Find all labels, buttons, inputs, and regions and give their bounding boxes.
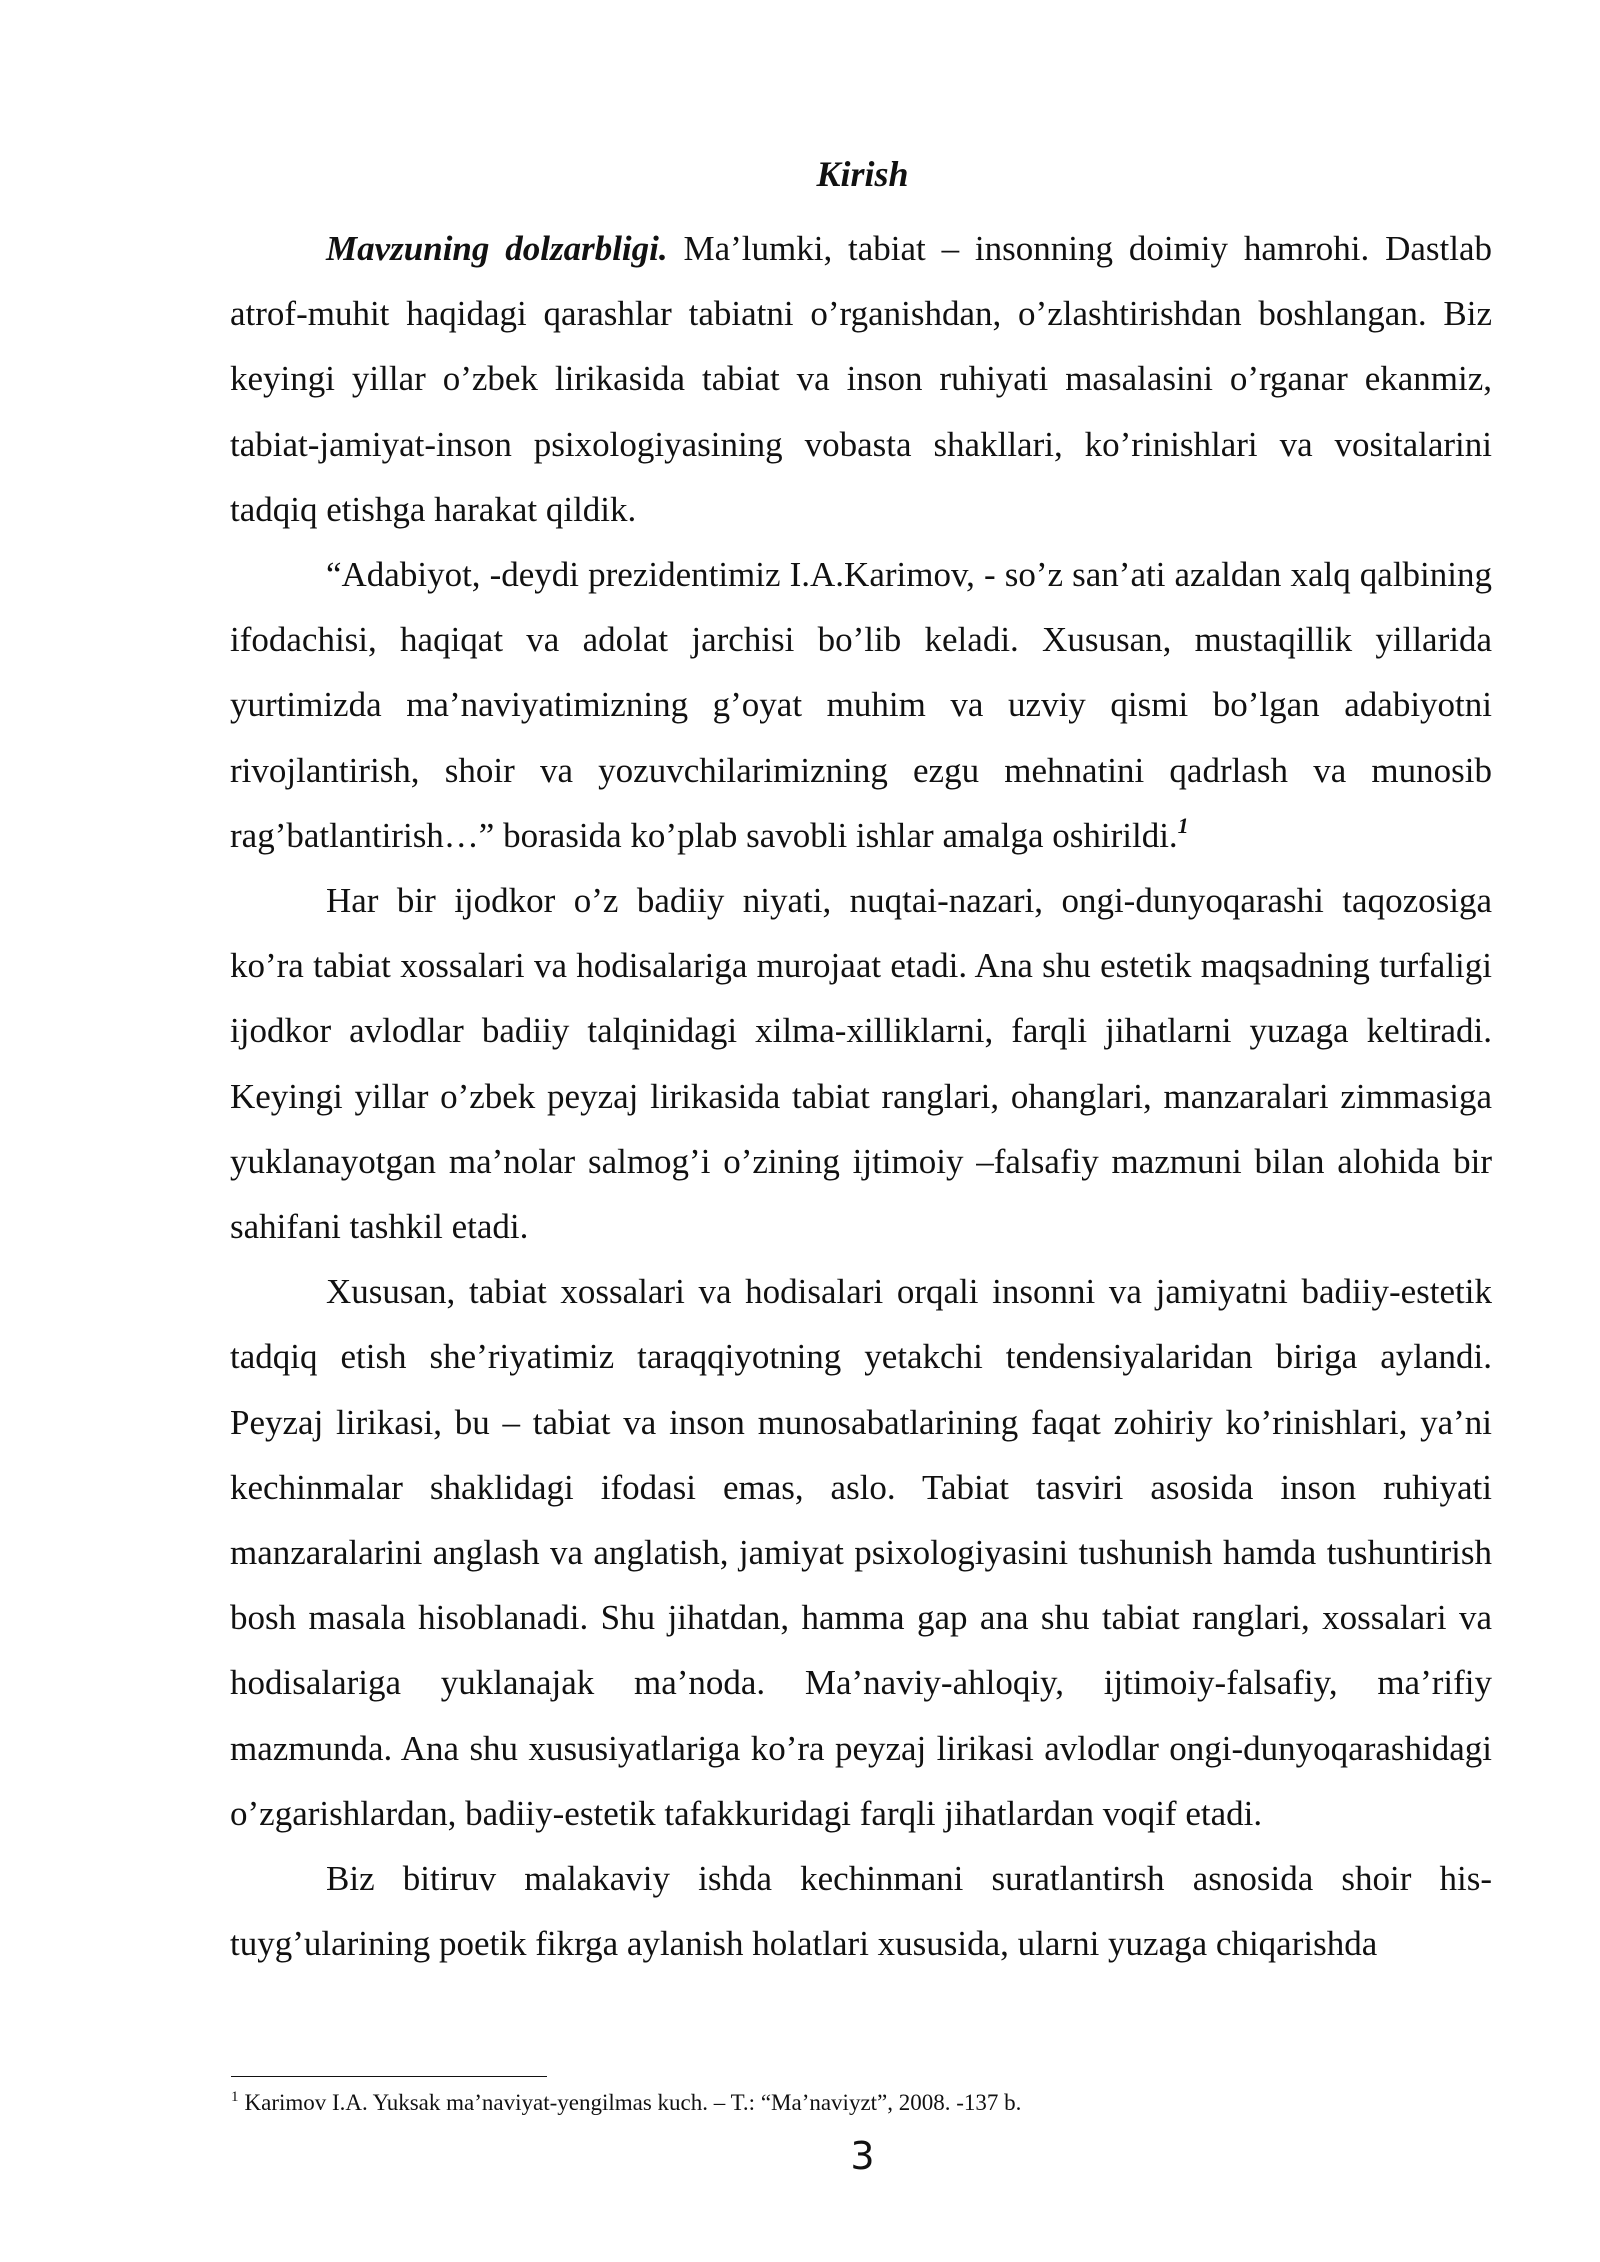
footnote-separator bbox=[231, 2076, 547, 2077]
paragraph-relevance bbox=[230, 216, 1492, 542]
body-text bbox=[230, 216, 1492, 1976]
paragraph-text: Biz bitiruv malakaviy ishda kechinmani suratlantirsh asnosida shoir his-tuyg’ularining poetik fikrga aylanish holatlari xususida, ularni yuzaga chiqarishda bbox=[230, 1859, 1492, 1964]
footnote bbox=[231, 2086, 1493, 2120]
paragraph-landscape-lyrics bbox=[230, 1259, 1492, 1846]
paragraph-text: Har bir ijodkor o’z badiiy niyati, nuqtai-nazari, ongi-dunyoqarashi taqozosiga ko’ra tabiat xossalari va hodisalariga murojaat etadi. Ana shu estetik maqsadning turfaligi ijodkor avlodlar badiiy talqinidagi xilma-xilliklarni, farqli jihatlarni yuzaga keltiradi. Keyingi yillar o’zbek peyzaj lirikasida tabiat ranglari, ohanglari, manzaralari zimmasiga yuklanayotgan ma’nolar salmog’i o’zining ijtimoiy –falsafiy mazmuni bilan alohida bir sahifani tashkil etadi. bbox=[230, 881, 1492, 1247]
paragraph-aesthetic bbox=[230, 868, 1492, 1259]
paragraph-text: Xususan, tabiat xossalari va hodisalari orqali insonni va jamiyatni badiiy-estetik tadqiq etish she’riyatimiz taraqqiyotning yetakchi tendensiyalaridan biriga aylandi. Peyzaj lirikasi, bu – tabiat va inson munosabatlarining faqat zohiriy ko’rinishlari, ya’ni kechinmalar shaklidagi ifodasi emas, aslo. Tabiat tasviri asosida inson ruhiyati manzaralarini anglash va anglatish, jamiyat psixologiyasini tushunish hamda tushuntirish bosh masala hisoblanadi. Shu jihatdan, hamma gap ana shu tabiat ranglari, xossalari va hodisalariga yuklanajak ma’noda. Ma’naviy-ahloqiy, ijtimoiy-falsafiy, ma’rifiy mazmunda. Ana shu xususiyatlariga ko’ra peyzaj lirikasi avlodlar ongi-dunyoqarashidagi o’zgarishlardan, badiiy-estetik tafakkuridagi farqli jihatlardan voqif etadi. bbox=[230, 1272, 1492, 1833]
page-number: 3 bbox=[850, 2134, 875, 2178]
paragraph-text: Ma’lumki, tabiat – insonning doimiy hamrohi. Dastlab atrof-muhit haqidagi qarashlar tabiatni o’rganishdan, o’zlashtirishdan boshlangan. Biz keyingi yillar o’zbek lirikasida tabiat va inson ruhiyati masalasini o’rganar ekanmiz, tabiat-jamiyat-inson psixologiyasining vobasta shakllari, ko’rinishlari va vositalarini tadqiq etishga harakat qildik. bbox=[230, 229, 1492, 529]
footnote-number: 1 bbox=[231, 2089, 239, 2105]
paragraph-lead-heading: Mavzuning dolzarbligi. bbox=[326, 229, 668, 268]
footnote-text: Karimov I.A. Yuksak ma’naviyat-yengilmas kuch. – T.: “Ma’naviyzt”, 2008. -137 b. bbox=[244, 2090, 1022, 2115]
section-title: Kirish bbox=[816, 154, 909, 194]
paragraph-thesis-work bbox=[230, 1846, 1492, 1976]
footnote-reference[interactable]: 1 bbox=[1177, 812, 1189, 838]
paragraph-quote bbox=[230, 542, 1492, 868]
paragraph-text: “Adabiyot, -deydi prezidentimiz I.A.Karimov, - so’z san’ati azaldan xalq qalbining ifodachisi, haqiqat va adolat jarchisi bo’lib keladi. Xususan, mustaqillik yillarida yurtimizda ma’naviyatimizning g’oyat muhim va uzviy qismi bo’lgan adabiyotni rivojlantirish, shoir va yozuvchilarimizning ezgu mehnatini qadrlash va munosib rag’batlantirish…” borasida ko’plab savobli ishlar amalga oshirildi. bbox=[230, 555, 1492, 855]
